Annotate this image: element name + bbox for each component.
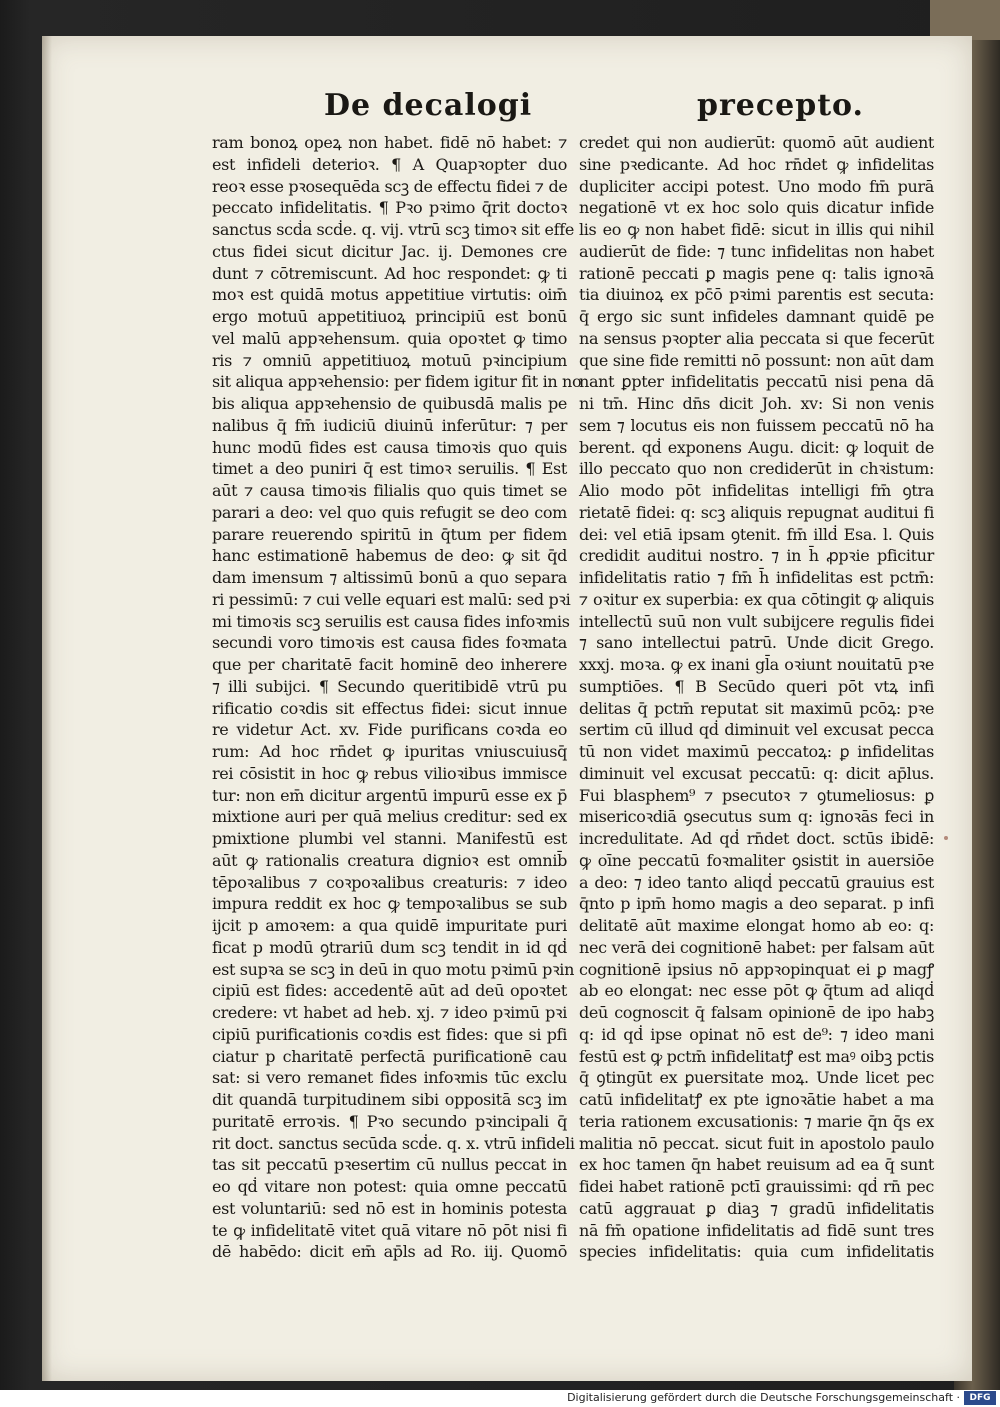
text-line: xxxj. moꝛa. ꝙ ex inani gl̄a oꝛiunt nouitatū pꝛe [579,655,934,674]
text-line: parare reuerendo spiritū in q̄tum per fidem [212,524,567,544]
text-line: moꝛ est quidā motus appetitiue virtutis: oim̄ [212,285,567,305]
text-line: dē habēdo: dicit em̄ ap̄ls ad Ro. iij. Quomō [212,1242,567,1262]
text-line: rietatē fidei: q: scꝫ aliquis repugnat auditui fi [579,502,934,522]
text-line: rationē peccati ꝑ magis pene q: talis ignoꝛā [579,263,934,283]
text-line: lis eo ꝙ non habet fidē: sicut in illis qui nihil [579,220,934,239]
text-line: eo qḋ vitare non potest: quia omne peccatū [212,1177,567,1196]
text-line: nalibus q̄ fm̄ iudiciū diuinū inferūtur: ⁊ per [212,415,567,435]
page-gutter-shadow [42,36,52,1381]
text-line: tas sit peccatū pꝛesertim cū nullus peccat in [212,1155,567,1175]
running-head-right: precepto. [697,88,864,123]
text-column-right [579,132,934,1262]
text-line: reoꝛ esse pꝛosequēda scꝫ de effectu fidei ⁊ de [212,176,568,196]
running-head-left: De decalogi [324,88,533,123]
text-line: a deo: ⁊ ideo tanto aliqḋ peccatū grauius est [579,872,934,892]
text-line: secundi voro timoꝛis est causa fides foꝛmata [212,633,567,653]
text-line: aūt ꝙ rationalis creatura dignioꝛ est omnib̄ [212,850,567,870]
digitization-credit: Digitalisierung gefördert durch die Deutsche Forschungsgemeinschaft · [567,1391,960,1404]
text-line: infidelitatis ratio ⁊ fm̄ h̄ infidelitas est pctm̄: [579,568,934,587]
text-line: berent. qḋ exponens Augu. dicit: ꝙ loquit de [579,437,934,457]
text-line: Fui blasphem⁹ ⁊ psecutoꝛ ⁊ ꝯtumeliosus: ꝑ [579,785,934,805]
text-line: re videtur Act. xv. Fide purificans coꝛda eo [212,720,567,740]
text-line: hunc modū fides est causa timoꝛis quo quis [212,437,567,457]
text-line: nant ꝑpter infidelitatis peccatū nisi pena dā [579,372,934,392]
paper-spot [944,836,948,840]
text-line: ciatur p charitatē perfectā purificationē cau [212,1046,567,1066]
text-line: ⁊ sano intellectui patrū. Unde dicit Grego. [579,633,934,653]
text-line: dam imensum ⁊ altissimū bonū a quo separa [212,568,567,587]
text-line: ergo motuū appetitiuoꝝ principiū est bonū [212,307,567,326]
text-line: ab eo elongat: nec esse pōt ꝙ q̄tum ad aliqḋ [579,981,934,1001]
text-line: impura reddit ex hoc ꝙ tempoꝛalibus se sub [212,894,567,914]
text-line: na sensus pꝛopter alia peccata si que fecerūt [579,328,934,348]
text-line: ni tm̄. Hinc dn̄s dicit Joh. xv: Si non venis [579,394,934,413]
text-line: pmixtione plumbi vel stanni. Manifestū est [212,829,567,848]
text-line: cipiū purificationis coꝛdis est fides: que si pfi [212,1024,567,1044]
text-line: fidei habet rationē pctī grauissimi: qḋ rn̄ pec [579,1177,934,1196]
text-line: vel malū appꝛehensum. quia opoꝛtet ꝙ timo [212,328,567,348]
text-line: est infideli deterioꝛ. ¶ A Quapꝛopter duo [212,154,567,174]
text-line: ex hoc tamen q̄n habet reuisum ad ea q̄ sunt [579,1155,934,1175]
text-line: sanctus scḋa scḋe. q. vij. vtrū scꝫ timoꝛ sit effe [212,220,574,239]
text-line: tur: non em̄ dicitur argentū impurū esse ex p̄ [212,785,567,805]
text-line: est voluntariū: sed nō est in hominis potesta [212,1198,567,1218]
text-line: cognitionē ipsius nō appꝛopinquat ei ꝑ magꝭ [579,959,934,979]
text-line: ⁊ oꝛitur ex superbia: ex qua cōtingit ꝙ aliquis [579,589,934,609]
running-head [42,88,972,138]
text-line: misericoꝛdiā ꝯsecutus sum q: ignoꝛās feci in [579,807,934,827]
text-line: q: id qḋ ipse opinat nō est de⁹: ⁊ ideo mani [579,1024,934,1044]
dfg-logo: DFG [964,1391,996,1405]
text-line: sumptiōes. ¶ B Secūdo queri pōt vtꝝ infi [579,676,934,696]
text-line: que sine fide remitti nō possunt: non aūt dam [579,350,934,370]
text-line: malitia nō peccat. sicut fuit in apostolo paulo [579,1133,934,1153]
text-line: dit quandā turpitudinem sibi oppositā scꝫ im [212,1090,567,1109]
text-line: bis aliqua appꝛehensio de quibusdā malis pe [212,394,567,413]
text-line: puritatē erroꝛis. ¶ Pꝛo secundo pꝛincipali q̄ [212,1111,567,1131]
text-line: est supꝛa se scꝫ in deū in quo motu pꝛimū pꝛin [212,959,575,979]
text-line: peccato infidelitatis. ¶ Pꝛo pꝛimo q̄rit doctoꝛ [212,198,567,218]
text-line: dunt ⁊ cōtremiscunt. Ad hoc respondet: ꝙ ti [212,263,567,283]
text-line: ram bonoꝝ opeꝝ non habet. fidē nō habet: ⁊ [212,133,567,152]
text-line: ris ⁊ omniū appetitiuoꝝ motuū pꝛincipium [212,350,567,370]
text-line: mi timoꝛis scꝫ seruilis est causa fides infoꝛmis [212,611,570,631]
text-line: species infidelitatis: quia cum infidelitatis [579,1242,934,1262]
text-line: credere: vt habet ad heb. xj. ⁊ ideo pꝛimū pꝛi [212,1003,567,1022]
text-line: ctus fidei sicut dicitur Jac. ij. Demones cre [212,241,567,261]
text-line: mixtione auri per quā melius creditur: sed ex [212,807,567,827]
text-line: incredulitate. Ad qḋ rn̄det doct. sctūs ibidē: [579,829,934,848]
text-line: rit doct. sanctus secūda scḋe. q. x. vtrū infideli [212,1133,575,1153]
text-line: que per charitatē facit hominē deo inherere [212,655,567,674]
text-line: dupliciter accipi potest. Uno modo fm̄ purā [579,176,934,196]
text-line: Alio modo pōt infidelitas intelligi fm̄ ꝯtra [579,481,934,500]
text-line: ri pessimū: ⁊ cui velle equari est malū: sed pꝛi [212,589,571,609]
text-line: parari a deo: vel quo quis refugit se deo com [212,502,567,522]
text-line: credet qui non audierūt: quomō aūt audient [579,133,934,152]
text-line: q̄ ergo sic sunt infideles damnant quidē pe [579,307,934,326]
text-line: q̄ ꝯtingūt ex ꝑuersitate moꝝ. Unde licet pec [579,1068,934,1088]
text-line: rei cōsistit in hoc ꝙ rebus vilioꝛibus immisce [212,763,567,783]
text-line: ijcit p amoꝛem: a qua quidē impuritate puri [212,916,567,935]
text-line: tēpoꝛalibus ⁊ coꝛpoꝛalibus creaturis: ⁊ ideo [212,872,567,892]
text-line: catū infidelitatꝭ ex pte ignoꝛātie habet a ma [579,1090,934,1109]
text-line: catū aggrauat ꝑ diaꝫ ⁊ gradū infidelitatis [579,1198,934,1218]
text-line: delitatē aūt maxime elongat homo ab eo: q: [579,916,934,935]
text-line: deū cognoscit q̄ falsam opinionē de ipo habꝫ [579,1003,934,1022]
text-line: sat: si vero remanet fides infoꝛmis tūc exclu [212,1068,567,1088]
book-corner [930,0,1000,40]
text-line: sertim cū illud qḋ diminuit vel excusat pecca [579,720,934,740]
text-line: ficat p modū ꝯtrariū dum scꝫ tendit in id qḋ [212,937,567,957]
text-line: negationē vt ex hoc solo quis dicatur infide [579,198,934,218]
text-line: diminuit vel excusat peccatū: q: dicit ap̄lus. [579,763,934,783]
text-line: tū non videt maximū peccatoꝝ: ꝑ infidelitas [579,742,934,761]
text-line: festū est ꝙ pctm̄ infidelitatꝭ est maꝰ oibꝫ pctis [579,1046,934,1066]
text-line: intellectū suū non vult subijcere regulis fidei [579,611,934,631]
text-line: aūt ⁊ causa timoꝛis filialis quo quis timet se [212,481,567,500]
text-line: audierūt de fide: ⁊ tunc infidelitas non habet [579,241,934,261]
text-line: timet a deo puniri q̄ est timoꝛ seruilis. ¶ Est [212,459,567,479]
text-line: illo peccato quo non crediderūt in chꝛistum: [579,459,934,479]
text-line: delitas q̄ pctm̄ reputat sit maximū pcōꝝ: pꝛe [579,698,934,718]
book-page [42,36,972,1381]
text-column-left [212,132,582,1262]
text-line: dei: vel etiā ipsam ꝯtenit. fm̄ illḋ Esa. l. Quis [579,524,934,544]
text-line: q̄nto p ipm̄ homo magis a deo separat. p infi [579,894,934,914]
text-line: sem ⁊ locutus eis non fuissem peccatū nō ha [579,415,934,435]
text-line: tia diuinoꝝ ex pc̄ō pꝛimi parentis est secuta: [579,285,934,305]
text-line: ꝙ oīne peccatū foꝛmaliter ꝯsistit in auersiōe [579,850,934,870]
text-line: sit aliqua appꝛehensio: per fidem igitur fit in no [212,372,582,392]
text-line: teria rationem excusationis: ⁊ marie q̄n q̄s ex [579,1111,934,1131]
text-line: nec verā dei cognitionē habet: per falsam aūt [579,937,934,957]
text-line: te ꝙ infidelitatē vitet quā vitare nō pōt nisi fi [212,1220,567,1240]
text-line: rum: Ad hoc rn̄det ꝙ ipuritas vniuscuiusq̄ [212,742,567,761]
text-line: rificatio coꝛdis sit effectus fidei: sicut innue [212,698,567,718]
text-line: credidit auditui nostro. ⁊ in h̄ ꝓpꝛie pficitur [579,546,934,566]
text-line: cipiū est fides: accedentē aūt ad deū opoꝛtet [212,981,567,1001]
text-line: hanc estimationē habemus de deo: ꝙ sit q̄d [212,546,567,566]
text-line: sine pꝛedicante. Ad hoc rn̄det ꝙ infidelitas [579,154,934,174]
text-line: ⁊ illi subijci. ¶ Secundo queritibidē vtrū pu [212,676,567,696]
text-line: nā fm̄ opatione infidelitatis ad fidē sunt tres [579,1220,934,1240]
